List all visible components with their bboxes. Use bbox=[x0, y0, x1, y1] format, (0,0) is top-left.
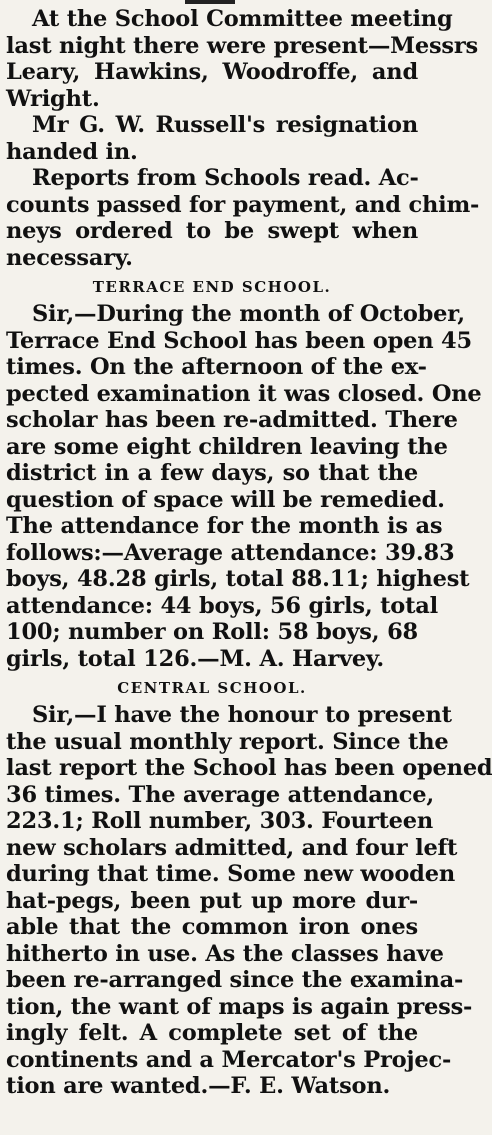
text-line: hitherto in use. As the classes have bbox=[6, 940, 444, 967]
text-line: been re-arranged since the examina- bbox=[6, 967, 464, 993]
text-line: The attendance for the month is as bbox=[6, 513, 443, 539]
text-line: Reports from Schools read. Ac- bbox=[32, 165, 419, 191]
text-line: ingly felt. A complete set of the bbox=[6, 1020, 418, 1046]
text-line: the usual monthly report. Since the bbox=[6, 728, 449, 755]
text-line: during that time. Some new wooden bbox=[6, 861, 455, 887]
text-line: handed in. bbox=[6, 138, 138, 165]
column-rule bbox=[185, 0, 235, 4]
report-terrace-end bbox=[6, 301, 482, 672]
text-line: times. On the afternoon of the ex- bbox=[6, 354, 427, 380]
text-line: 100; number on Roll: 58 boys, 68 bbox=[6, 619, 418, 645]
text-line: Wright. bbox=[6, 85, 100, 112]
text-line: pected examination it was closed. One bbox=[6, 380, 482, 407]
text-line: boys, 48.28 girls, total 88.11; highest bbox=[6, 566, 470, 592]
text-line: neys ordered to be swept when bbox=[6, 218, 418, 244]
text-line: are some eight children leaving the bbox=[6, 433, 448, 460]
text-line: necessary. bbox=[6, 244, 133, 271]
text-line: 223.1; Roll number, 303. Fourteen bbox=[6, 808, 434, 834]
text-line: At the School Committee meeting bbox=[32, 6, 453, 32]
text-line: tion, the want of maps is again press- bbox=[6, 993, 473, 1020]
text-line: 36 times. The average attendance, bbox=[6, 781, 435, 808]
text-line: last night there were present—Messrs bbox=[6, 32, 479, 59]
text-line: scholar has been re-admitted. There bbox=[6, 407, 458, 433]
text-line: continents and a Mercator's Projec- bbox=[6, 1046, 452, 1073]
text-line: Sir,—I have the honour to present bbox=[32, 702, 452, 728]
text-line: Terrace End School has been open 45 bbox=[6, 327, 472, 354]
paragraph-committee-meeting bbox=[6, 6, 479, 112]
text-line: Mr G. W. Russell's resignation bbox=[32, 112, 418, 138]
text-line: Sir,—During the month of October, bbox=[32, 301, 465, 327]
section-heading-terrace-end: TERRACE END SCHOOL. bbox=[92, 278, 332, 296]
text-line: question of space will be remedied. bbox=[6, 486, 445, 513]
text-line: last report the School has been opened bbox=[6, 755, 492, 781]
text-line-signature: tion are wanted.—F. E. Watson. bbox=[6, 1073, 391, 1099]
text-line: district in a few days, so that the bbox=[6, 460, 418, 486]
text-line-signature: girls, total 126.—M. A. Harvey. bbox=[6, 645, 384, 672]
text-line: hat-pegs, been put up more dur- bbox=[6, 887, 418, 914]
text-line: able that the common iron ones bbox=[6, 914, 418, 940]
text-line: attendance: 44 boys, 56 girls, total bbox=[6, 592, 439, 619]
text-line: Leary, Hawkins, Woodroffe, and bbox=[6, 59, 418, 85]
paragraph-resignation bbox=[6, 112, 418, 165]
section-heading-central: CENTRAL SCHOOL. bbox=[117, 679, 307, 697]
text-line: counts passed for payment, and chim- bbox=[6, 191, 480, 218]
report-central bbox=[6, 702, 492, 1100]
text-line: new scholars admitted, and four left bbox=[6, 834, 458, 861]
text-line: follows:—Average attendance: 39.83 bbox=[6, 539, 455, 566]
paragraph-reports bbox=[6, 165, 480, 271]
